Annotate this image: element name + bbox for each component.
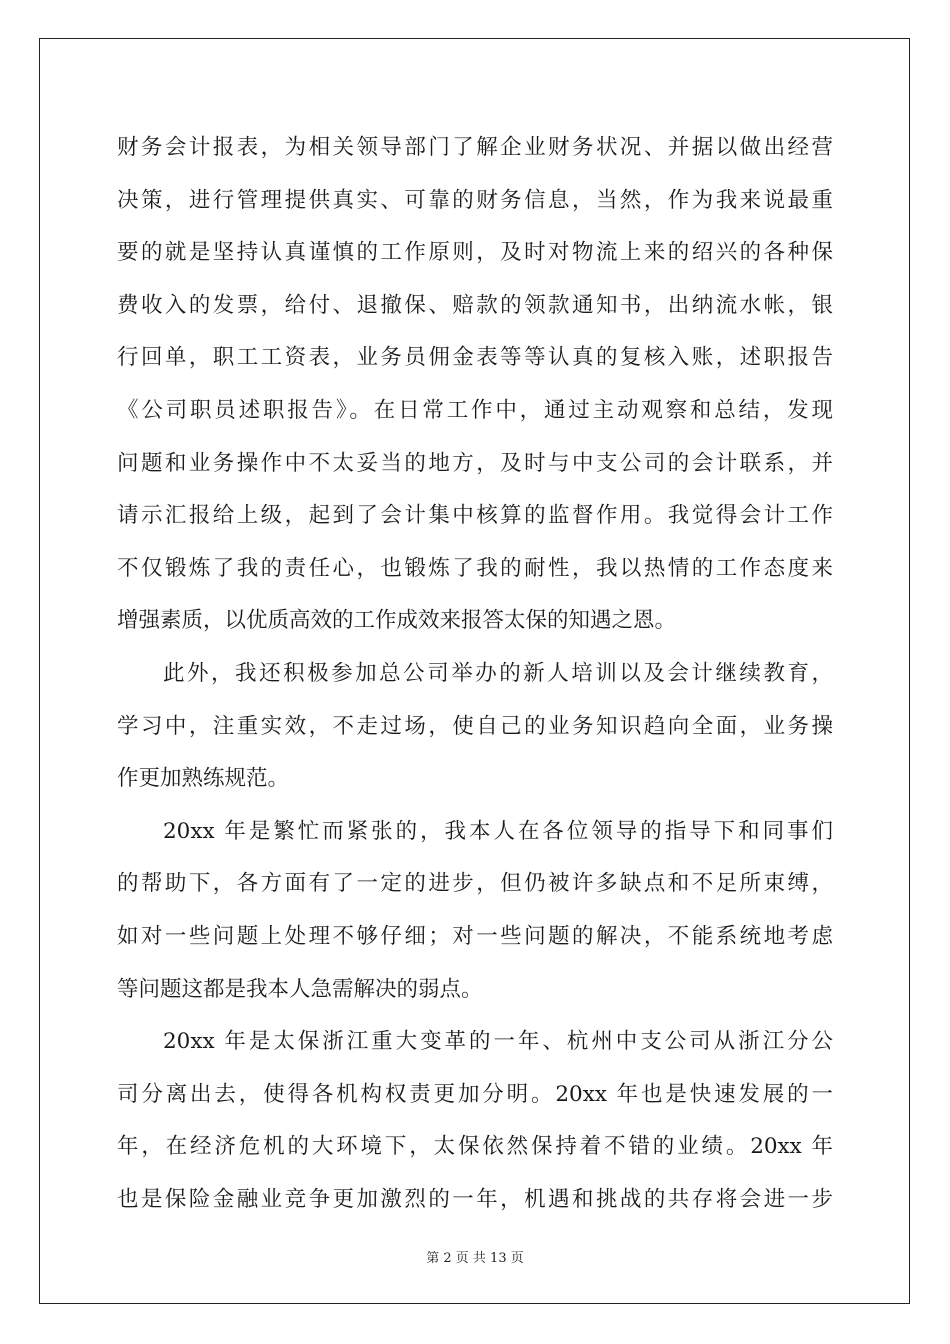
text-line: 要的就是坚持认真谨慎的工作原则，及时对物流上来的绍兴的各种保 [117, 240, 833, 266]
text-line: 财务会计报表，为相关领导部门了解企业财务状况、并据以做出经营 [117, 135, 833, 160]
text-line: 行回单，职工工资表，业务员佣金表等等认真的复核入账，述职报告 [117, 345, 833, 371]
text-line: 决策，进行管理提供真实、可靠的财务信息，当然，作为我来说最重 [117, 187, 833, 213]
text-line: 增强素质，以优质高效的工作成效来报答太保的知遇之恩。 [117, 608, 677, 634]
text-line: 作更加熟练规范。 [117, 766, 290, 792]
text-line: 请示汇报给上级，起到了会计集中核算的监督作用。我觉得会计工作 [117, 503, 833, 529]
text-line: 也是保险金融业竞争更加激烈的一年，机遇和挑战的共存将会进一步 [117, 1186, 833, 1212]
text-line: 《公司职员述职报告》。在日常工作中，通过主动观察和总结，发现 [117, 397, 833, 423]
paragraph-first-line: 此外，我还积极参加总公司举办的新人培训以及会计继续教育， [163, 660, 833, 686]
document-body [117, 126, 833, 1230]
text-line: 费收入的发票，给付、退撤保、赔款的领款通知书，出纳流水帐，银 [117, 292, 833, 318]
text-line: 等问题这都是我本人急需解决的弱点。 [117, 976, 483, 1002]
text-line: 的帮助下，各方面有了一定的进步，但仍被许多缺点和不足所束缚， [117, 871, 833, 897]
text-line: 学习中，注重实效，不走过场，使自己的业务知识趋向全面，业务操 [117, 713, 833, 739]
paragraph-first-line: 20xx 年是太保浙江重大变革的一年、杭州中支公司从浙江分公 [163, 1029, 833, 1055]
text-line: 不仅锻炼了我的责任心，也锻炼了我的耐性，我以热情的工作态度来 [117, 555, 833, 581]
text-line: 问题和业务操作中不太妥当的地方，及时与中支公司的会计联系，并 [117, 450, 833, 476]
page-number-footer: 第 2 页 共 13 页 [426, 1251, 524, 1266]
text-line: 年，在经济危机的大环境下，太保依然保持着不错的业绩。20xx 年 [117, 1134, 833, 1160]
text-line: 司分离出去，使得各机构权责更加分明。20xx 年也是快速发展的一 [117, 1081, 833, 1107]
text-line: 如对一些问题上处理不够仔细；对一些问题的解决，不能系统地考虑 [117, 923, 833, 949]
paragraph-first-line: 20xx 年是繁忙而紧张的，我本人在各位领导的指导下和同事们 [163, 818, 833, 844]
